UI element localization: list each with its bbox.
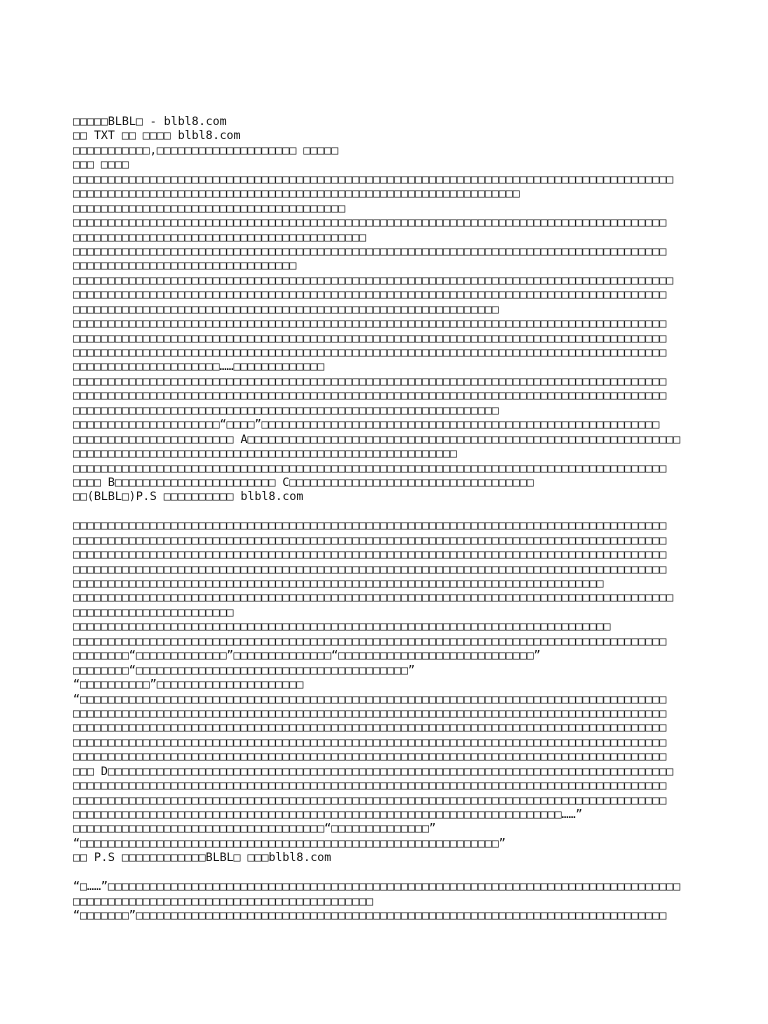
text-line: □□□□□□□□□□□□□□□□□□□□□□□□□□□□□□□□□□□□□□□□□□□□□□□□□□□□□□□□□□□□□□□□□□□□□□……” [73,807,583,821]
text-line: □□□□□□□□□□□□□□□□□□□□□□□□□□□□□□□□□□□□□□□□□□□□□□□□□□□□□□□□□□□□□□□□□□□□□□□□□□□□□□□□□□□□□ [73,749,667,764]
text-line: □□□□□□□□“□□□□□□□□□□□□□□□□□□□□□□□□□□□□□□□□□□□□□□□” [73,662,416,677]
text-line: □□□□□□□□□□□,□□□□□□□□□□□□□□□□□□□□ □□□□□ [73,142,339,157]
text-line: □□□□□□□□□□□□□□□□□□□□□□□□□□□□□□□□□□□□□□□□□□□□□□□□□□□□□□□□□□□□□ [73,301,499,316]
text-line: □□□□□BLBL□ - blbl8.com [73,114,227,128]
text-line: □□□□□□□□□□□□□□□□□□□□□□□□□□□□□□□□□□□□□□□□□□□□□□□□□□□□□□□□□□□□□□□□ [73,186,520,201]
text-line: □□□□□□□□□□□□□□□□□□□□□□□□□□□□□□□□□□□□□□□□□□□□□□□□□□□□□□□□□□□□□□□□□□□□□□□□□□□□□□□□□□□□□ [73,518,667,533]
text-line: □□□□□□□□□□□□□□□□□□□□□□□□□□□□□□□□□□□□□□□□□□□□□□□□□□□□□□□□□□□□□□□□□□□□□□□□□□□□□□□□□□□□□ [73,316,667,331]
text-line: □□□□□□□□□□□□□□□□□□□□□□□□□□□□□□□□□□□□□□□□□□□□□□□□□□□□□□□□□□□□□□□□□□□□□□□□□□□□□□□□□□□□□ [73,734,667,749]
text-line: □□□□ B□□□□□□□□□□□□□□□□□□□□□□□ C□□□□□□□□□□□□□□□□□□□□□□□□□□□□□□□□□□□ [73,474,534,489]
text-line: “□□□□□□□”□□□□□□□□□□□□□□□□□□□□□□□□□□□□□□□□□□□□□□□□□□□□□□□□□□□□□□□□□□□□□□□□□□□□□□□□□□□□ [73,908,667,923]
text-line: □□□□□□□□□□□□□□□□□□□□□□□□□□□□□□□□□□□□□□□□□□□□□□□□□□□□□□□□□□□□□□□□□□□□□□□□□□□□□□□□□□□□□□ [73,590,674,605]
text-line: □□□□□□□□□□□□□□□□□□□□□□□□□□□□□□□□□□□□□□□□□□□□□□□□□□□□□□□□□□□□□□□□□□□□□□□□□□□□□□□□□□□□□ [73,243,667,258]
text-line: □□□□□□□□□□□□□□□□□□□□□□□□□□□□□□□□□□□□□□□□□□□□□□□□□□□□□□□□□□□□□□□□□□□□□□□□□□□□□□□□□□□□□ [73,792,667,807]
text-line: □□□□□□□□□□□□□□□□□□□□□“□□□□”□□□□□□□□□□□□□□□□□□□□□□□□□□□□□□□□□□□□□□□□□□□□□□□□□□□□□□□□□ [73,417,660,432]
text-line: “□……”□□□□□□□□□□□□□□□□□□□□□□□□□□□□□□□□□□□□□□□□□□□□□□□□□□□□□□□□□□□□□□□□□□□□□□□□□□□□□□□□□□ [73,879,681,894]
text-line: □□□□□□□□□□□□□□□□□□□□□□□ A□□□□□□□□□□□□□□□□□□□□□□□□□□□□□□□□□□□□□□□□□□□□□□□□□□□□□□□□□□□□□□ [73,431,681,446]
text-line: □□□□□□□□□□□□□□□□□□□□□□□□□□□□□□□□□□□□□□□□□□□□□□□□□□□□□□□□□□□□□□□□□□□□□□□□□□□□□□□□□□□□□ [73,215,667,230]
text-line: □□ TXT □□ □□□□ blbl8.com [73,128,241,143]
text-line: □□□□□□□□□□□□□□□□□□□□□□□□□□□□□□□□□□□□□□□□□□□□□□□□□□□□□□□□□□□□□□□□□□□□□□□□□□□□□□□□□□□□□ [73,705,667,720]
text-line: □□ P.S □□□□□□□□□□□□BLBL□ □□□blbl8.com [73,850,332,865]
text-line: □□□□□□□□□□□□□□□□□□□□□□□□□□□□□□□□□□□□□□□□□□□□□□□□□□□□□□□□□□□□□□□□□□□□□□□□□□□□□□□□□□□□□ [73,532,667,547]
text-line: □□□ D□□□□□□□□□□□□□□□□□□□□□□□□□□□□□□□□□□□□□□□□□□□□□□□□□□□□□□□□□□□□□□□□□□□□□□□□□□□□□□□□□ [73,763,674,778]
text-line: □□□□□□□□□□□□□□□□□□□□□□□□□□□□□□□□□□□□□□□ [73,200,346,215]
text-line: □□(BLBL□)P.S □□□□□□□□□□ blbl8.com [73,489,304,504]
text-line: □□□□□□□□□□□□□□□□□□□□□□□□□□□□□□□□□□□□□□□□□□□□□□□□□□□□□□□□□□□□□□□□□□□□□□□□□□□□□□□□□□□□□ [73,287,667,302]
text-line: □□□□□□□□□□□□□□□□□□□□□□□□□□□□□□□□□□□□□□□□□□□□□□□□□□□□□□□□□□□□□□□□□□□□□□□□□□□□□□□□□□□□□ [73,388,667,403]
text-line: □□□□□□□□□□□□□□□□□□□□□□□□□□□□□□□□□□□□□□□□□□□□□□□□□□□□□□□□□□□□□□□□□□□□□□□□□□□□□□□□□□□□□ [73,330,667,345]
document-body [73,114,713,923]
text-line: □□□□□□□□□□□□□□□□□□□□□□□ [73,604,234,619]
text-line: □□□□□□□□□□□□□□□□□□□□□□□□□□□□□□□□□□□□□□□□□□□□□□□□□□□□□□□ [73,446,457,461]
text-line: □□□□□□□□□□□□□□□□□□□□□□□□□□□□□□□□□□□□□□□□□□□□□□□□□□□□□□□□□□□□□□□□□□□□□□□□□□□□□□□□□□□□□ [73,547,667,562]
text-line: “□□□□□□□□□□□□□□□□□□□□□□□□□□□□□□□□□□□□□□□□□□□□□□□□□□□□□□□□□□□□□□□□□□□□□□□□□□□□□□□□□□□□ [73,691,667,706]
text-line: □□□□□□□□□□□□□□□□□□□□□□□□□□□□□□□□□□□□□□□□□□□□□□□□□□□□□□□□□□□□□□□□□□□□□□□□□□□□□□□□□□□□□□ [73,272,674,287]
text-line: □□□□□□□□□□□□□□□□□□□□□□□□□□□□□□□□□□□□□□□□□□□ [73,893,374,908]
blank-line [73,865,713,879]
text-line: □□□□□□□□□□□□□□□□□□□□□□□□□□□□□□□□□□□□□□□□□□□□□□□□□□□□□□□□□□□□□□□□□□□□□□□□□□□□□□□□□□□□□ [73,460,667,475]
text-line: □□□□□□□□□□□□□□□□□□□□□□□□□□□□□□□□□□□□□□□□□□□□□□□□□□□□□□□□□□□□□ [73,402,499,417]
text-line: □□□□□□□□□□□□□□□□□□□□□□□□□□□□□□□□□□□□□□□□□□□□□□□□□□□□□□□□□□□□□□□□□□□□□□□□□□□□ [73,576,604,590]
text-line: □□□□□□□□□□□□□□□□□□□□□□□□□□□□□□□□□□□□□□□□□□□□□□□□□□□□□□□□□□□□□□□□□□□□□□□□□□□□□□□□□□□□□ [73,373,667,388]
text-line: □□□□□□□□□□□□□□□□□□□□□□□□□□□□□□□□□□□□□□□□□□□□□□□□□□□□□□□□□□□□□□□□□□□□□□□□□□□□□□□□□□□□□□ [73,171,674,186]
text-line: □□□ □□□□ [73,157,129,172]
text-line: □□□□□□□□□□□□□□□□□□□□□□□□□□□□□□□□□□□□□□□□□□ [73,229,367,244]
text-line: □□□□□□□□□□□□□□□□□□□□□□□□□□□□□□□□□□□□□□□□□□□□□□□□□□□□□□□□□□□□□□□□□□□□□□□□□□□□□□□□□□□□□ [73,720,667,735]
text-line: □□□□□□□□□□□□□□□□□□□□□□□□□□□□□□□□ [73,258,297,273]
text-line: □□□□□□□□□□□□□□□□□□□□□……□□□□□□□□□□□□□ [73,359,325,374]
text-line: “□□□□□□□□□□”□□□□□□□□□□□□□□□□□□□□□ [73,677,304,692]
text-line: □□□□□□□□□□□□□□□□□□□□□□□□□□□□□□□□□□□□□□□□□□□□□□□□□□□□□□□□□□□□□□□□□□□□□□□□□□□□□□□□□□□□□ [73,633,667,648]
blank-line [73,504,713,518]
text-line: □□□□□□□□□□□□□□□□□□□□□□□□□□□□□□□□□□□□□□□□□□□□□□□□□□□□□□□□□□□□□□□□□□□□□□□□□□□□□□□□□□□□□ [73,561,667,576]
text-line: □□□□□□□□“□□□□□□□□□□□□□”□□□□□□□□□□□□□□“□□□□□□□□□□□□□□□□□□□□□□□□□□□□” [73,648,541,663]
text-line: □□□□□□□□□□□□□□□□□□□□□□□□□□□□□□□□□□□□“□□□□□□□□□□□□□□” [73,821,436,836]
text-line: □□□□□□□□□□□□□□□□□□□□□□□□□□□□□□□□□□□□□□□□□□□□□□□□□□□□□□□□□□□□□□□□□□□□□□□□□□□□□ [73,619,611,634]
text-line: □□□□□□□□□□□□□□□□□□□□□□□□□□□□□□□□□□□□□□□□□□□□□□□□□□□□□□□□□□□□□□□□□□□□□□□□□□□□□□□□□□□□□ [73,345,667,359]
text-line: □□□□□□□□□□□□□□□□□□□□□□□□□□□□□□□□□□□□□□□□□□□□□□□□□□□□□□□□□□□□□□□□□□□□□□□□□□□□□□□□□□□□□ [73,778,667,793]
text-line: “□□□□□□□□□□□□□□□□□□□□□□□□□□□□□□□□□□□□□□□□□□□□□□□□□□□□□□□□□□□□” [73,835,506,850]
